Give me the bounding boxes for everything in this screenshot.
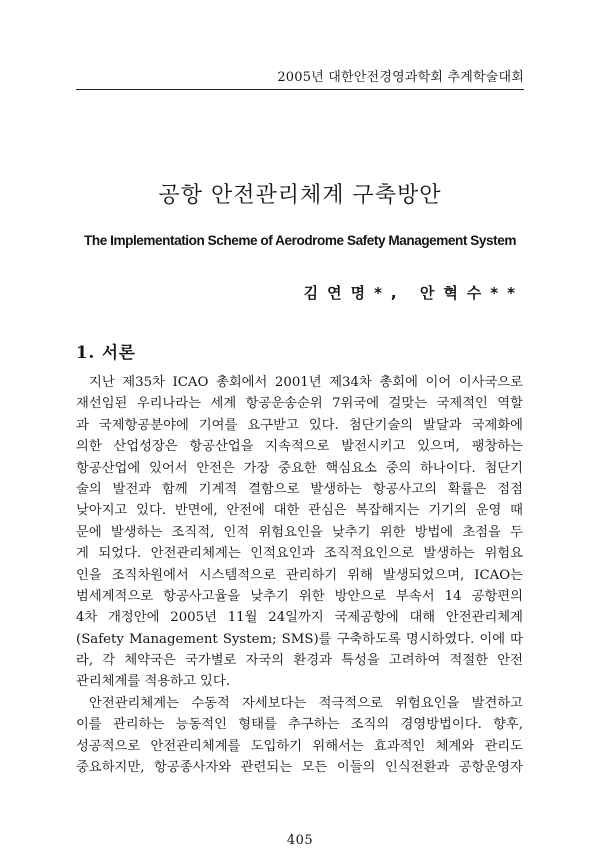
body-line: 이를 관리하는 능동적인 형태를 추구하는 조직의 경영방법이다. 향후, [76, 717, 523, 733]
body-line: (Safety Management System; SMS)를 구축하도록 명시하였다. 이에 따 [76, 631, 523, 647]
paper-authors: 김연명*, 안혁수** [303, 284, 524, 302]
paper-title: 공항 안전관리체계 구축방안 [158, 183, 442, 208]
body-line: 재선임된 우리나라는 세계 항공운송순위 7위국에 걸맞는 국제적인 역할 [76, 396, 523, 412]
running-header: 2005년 대한안전경영과학회 추계학술대회 [277, 70, 524, 85]
body-line: 관리체계를 적용하고 있다. [76, 674, 230, 690]
body-line: 술의 발전과 함께 기계적 결함으로 발생하는 항공사고의 확률은 점점 [76, 481, 523, 497]
paper-subtitle: The Implementation Scheme of Aerodrome Safety Management System [84, 233, 516, 248]
body-line: 4차 개정안에 2005년 11월 24일까지 국제공항에 대해 안전관리체계 [76, 610, 523, 626]
body-line: 중요하지만, 항공종사자와 관련되는 모든 이들의 인식전환과 공항운영자 [76, 760, 523, 776]
body-line: 낮아지고 있다. 반면에, 안전에 대한 관심은 복잡해지는 기기의 운영 때 [76, 503, 523, 519]
body-text [76, 372, 523, 778]
body-line: 라, 각 체약국은 국가별로 자국의 환경과 특성을 고려하여 적절한 안전 [76, 653, 523, 669]
body-line: 문에 발생하는 조직적, 인적 위험요인을 낮추기 위한 방법에 초점을 두 [76, 524, 523, 540]
body-line: 항공산업에 있어서 안전은 가장 중요한 핵심요소 중의 하나이다. 첨단기 [76, 460, 523, 476]
body-line: 성공적으로 안전관리체계를 도입하기 위해서는 효과적인 체계와 관리도 [76, 738, 523, 754]
page-number: 405 [286, 833, 314, 848]
body-line: 인을 조직차원에서 시스템적으로 관리하기 위해 발생되었으며, ICAO는 [76, 567, 523, 583]
body-line: 범세계적으로 항공사고율을 낮추기 위한 방안으로 부속서 14 공항편의 [76, 588, 523, 604]
body-line: 의한 산업성장은 항공산업을 지속적으로 발전시키고 있으며, 팽창하는 [76, 439, 523, 455]
body-line: 지난 제35차 ICAO 총회에서 2001년 제34차 총회에 이어 이사국으로 [89, 375, 523, 390]
body-line: 게 되었다. 안전관리체계는 인적요인과 조직적요인으로 발생하는 위험요 [76, 546, 523, 562]
body-line: 안전관리체계는 수동적 자세보다는 적극적으로 위험요인을 발견하고 [89, 695, 523, 711]
section-heading: 1. 서론 [76, 343, 136, 362]
header-rule [76, 89, 524, 90]
body-line: 과 국제항공분야에 기여를 요구받고 있다. 첨단기술의 발달과 국제화에 [76, 417, 523, 433]
